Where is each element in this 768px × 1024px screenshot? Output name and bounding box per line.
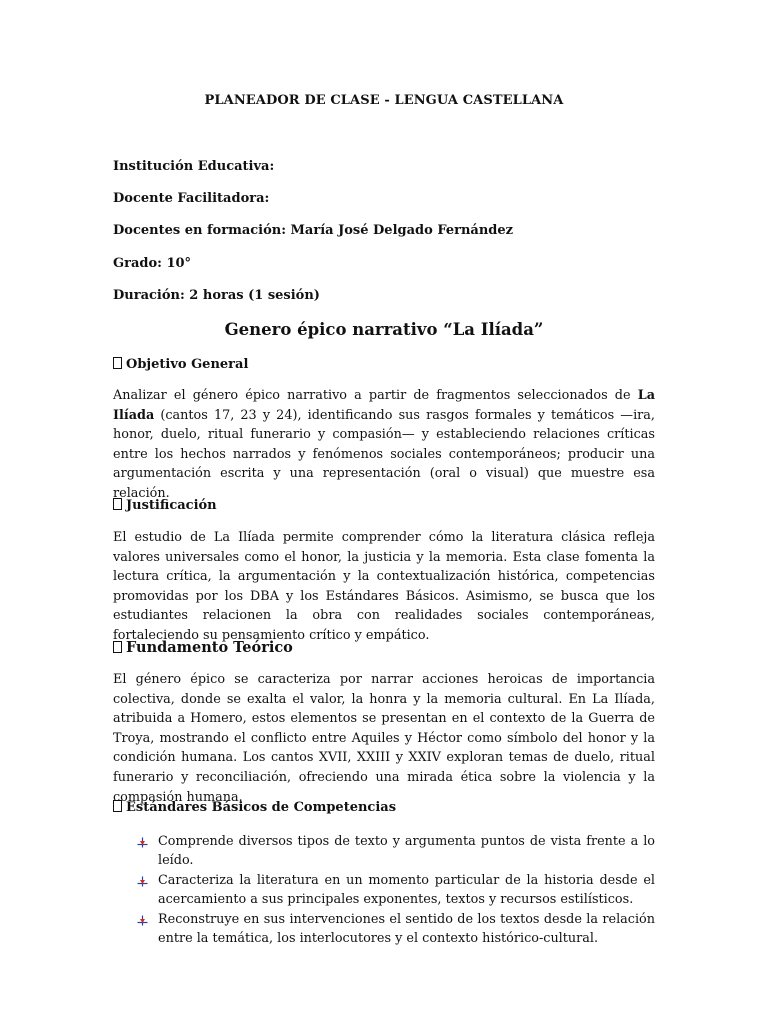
estandar-text: Caracteriza la literatura en un momento particular de la historia desde el acercamiento a sus principales exponentes, textos y recursos estilísticos.	[158, 872, 655, 908]
estandar-text: Comprende diversos tipos de texto y argumenta puntos de vista frente a lo leído.	[158, 834, 655, 869]
paragraph-objetivo	[113, 386, 655, 504]
arrow-plus-bullet-icon	[137, 915, 148, 926]
missing-glyph-icon	[113, 800, 122, 812]
document-title: PLANEADOR DE CLASE - LENGUA CASTELLANA	[204, 93, 564, 108]
estandares-list	[137, 832, 655, 948]
missing-glyph-icon	[113, 641, 122, 653]
heading-estandares-label: Estándares Básicos de Competencias	[126, 800, 397, 815]
list-item	[137, 832, 655, 871]
section-title: Genero épico narrativo “La Ilíada”	[224, 320, 544, 339]
objetivo-text-before: Analizar el género épico narrativo a partir de fragmentos seleccionados de	[113, 388, 638, 403]
objetivo-text-bold: La Ilíada	[113, 388, 655, 423]
meta-docente: Docente Facilitadora:	[113, 191, 270, 206]
arrow-plus-bullet-icon	[137, 876, 148, 887]
estandar-text: Reconstruye en sus intervenciones el sentido de los textos desde la relación entre la temática, los interlocutores y el contexto histórico-cultural.	[158, 911, 655, 947]
heading-justificacion-label: Justificación	[126, 498, 217, 513]
heading-fundamento-label: Fundamento Teórico	[126, 639, 293, 656]
paragraph-justificacion: El estudio de La Ilíada permite comprender cómo la literatura clásica refleja valores universales como el honor, la justicia y la memoria. Esta clase fomenta la lectura crítica, la argumentación y la contextualización histórica, competencias promovidas por los DBA y los Estándares Básicos. Asimismo, se busca que los estudiantes relacionen la obra con realidades sociales contemporáneas, fortaleciendo su pensamiento crítico y empático.	[113, 530, 655, 643]
meta-duracion: Duración: 2 horas (1 sesión)	[113, 288, 320, 303]
meta-institucion: Institución Educativa:	[113, 159, 275, 174]
paragraph-fundamento: El género épico se caracteriza por narrar acciones heroicas de importancia colectiva, donde se exalta el valor, la honra y la memoria cultural. En La Ilíada, atribuida a Homero, estos elementos se presentan en el contexto de la Guerra de Troya, mostrando el conflicto entre Aquiles y Héctor como símbolo del honor y la condición humana. Los cantos XVII, XXIII y XXIV exploran temas de duelo, ritual funerario y reconciliación, ofreciendo una mirada ética sobre la violencia y la compasión humana.	[113, 672, 655, 805]
arrow-plus-bullet-icon	[137, 837, 148, 848]
meta-grado: Grado: 10°	[113, 256, 192, 271]
heading-objetivo-label: Objetivo General	[126, 357, 249, 372]
list-item	[137, 871, 655, 910]
missing-glyph-icon	[113, 498, 122, 510]
heading-justificacion	[113, 498, 217, 513]
heading-fundamento	[113, 639, 293, 656]
heading-objetivo	[113, 357, 248, 372]
heading-estandares	[113, 800, 396, 815]
list-item	[137, 910, 655, 949]
meta-docentes-formacion: Docentes en formación: María José Delgado Fernández	[113, 223, 514, 238]
objetivo-text-after: (cantos 17, 23 y 24), identificando sus rasgos formales y temáticos —ira, honor, duelo, ritual funerario y compasión— y estableciendo relaciones críticas entre los hechos narrados y fenómenos sociales contemporáneos; producir una argumentación escrita y una representación (oral o visual) que muestre esa relación.	[113, 407, 655, 501]
missing-glyph-icon	[113, 357, 122, 369]
